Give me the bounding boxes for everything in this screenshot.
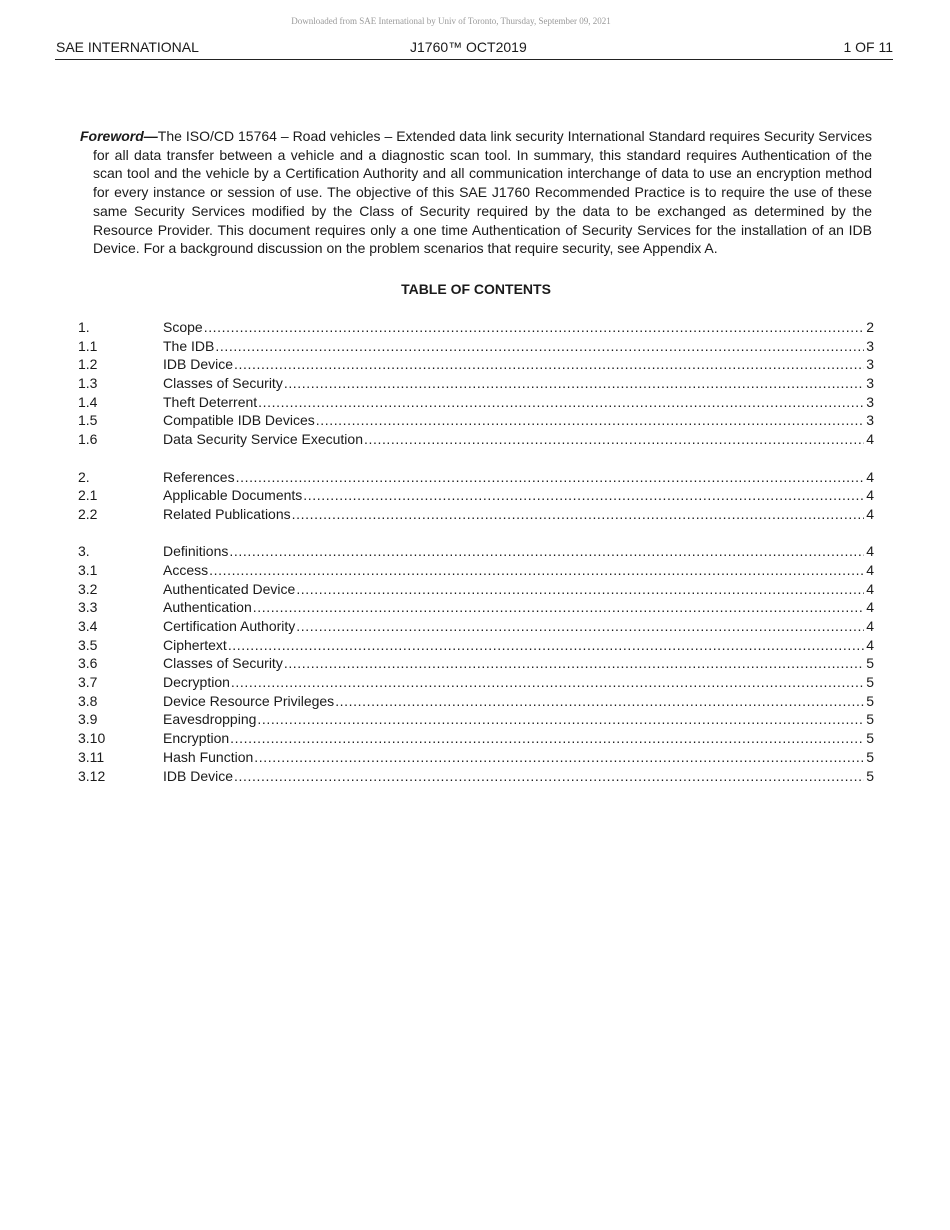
- foreword-lead: Foreword—: [80, 128, 158, 144]
- toc-entry-page: 4: [866, 468, 874, 485]
- toc-entry-title: Data Security Service Execution: [163, 431, 363, 448]
- toc-entry-page: 5: [866, 674, 874, 691]
- toc-entry-page: 5: [866, 730, 874, 747]
- toc-entry-title: IDB Device: [163, 356, 234, 373]
- toc-entry-page: 5: [866, 711, 874, 728]
- toc-entry-number: 2.1: [78, 487, 98, 504]
- toc-entry[interactable]: [78, 337, 874, 356]
- header-page-number: 1 OF 11: [843, 39, 893, 55]
- toc-entry-number: 3.: [78, 543, 90, 560]
- toc-entry[interactable]: [78, 542, 874, 561]
- toc-entry-number: 3.10: [78, 730, 106, 747]
- toc-entry-page: 4: [866, 599, 874, 616]
- toc-entry-number: 3.1: [78, 561, 98, 578]
- toc-entry-page: 4: [866, 580, 874, 597]
- toc-dot-leader: [236, 468, 864, 487]
- toc-dot-leader: [234, 767, 864, 786]
- toc-entry-title: Decryption: [163, 674, 230, 691]
- toc-entry-title: Ciphertext: [163, 636, 227, 653]
- toc-group-spacer: [78, 449, 874, 468]
- toc-entry-page: 5: [866, 655, 874, 672]
- toc-entry-title: Authentication: [163, 599, 252, 616]
- toc-entry-title: Certification Authority: [163, 618, 296, 634]
- toc-entry[interactable]: [78, 729, 874, 748]
- toc-entry-page: 5: [866, 767, 874, 784]
- toc-entry[interactable]: [78, 598, 874, 617]
- foreword-paragraph: [80, 127, 872, 258]
- foreword-text: The ISO/CD 15764 – Road vehicles – Extended data link security International Standard requires Security Services for all data transfer between a vehicle and a diagnostic scan tool. In summary, this standard requires Authentication of the scan tool and the vehicle by a Certification Authority and all communication interchange of data to use an encryption method for every instance or session of use. The objective of this SAE J1760 Recommended Practice is to require the use of these same Security Services modified by the Class of Security required by the data to be exchanged as determined by the Resource Provider. This document requires only a one time Authentication of Security Services for the installation of an IDB Device. For a background discussion on the problem scenarios that require security, see Appendix A.: [93, 128, 872, 257]
- toc-entry-page: 3: [866, 375, 874, 392]
- toc-dot-leader: [257, 710, 864, 729]
- toc-title: TABLE OF CONTENTS: [401, 281, 551, 297]
- toc-entry-number: 3.11: [78, 748, 105, 765]
- toc-entry-number: 2.: [78, 468, 90, 485]
- toc-entry-page: 2: [866, 319, 874, 335]
- toc-entry-title: Access: [163, 561, 209, 578]
- toc-entry-number: 3.5: [78, 636, 98, 653]
- toc-entry-title: Compatible IDB Devices: [163, 412, 315, 429]
- toc-entry[interactable]: [78, 318, 874, 337]
- toc-entry[interactable]: [78, 411, 874, 430]
- toc-entry[interactable]: [78, 505, 874, 524]
- toc-dot-leader: [215, 337, 864, 356]
- toc-entry-title: Device Resource Privileges: [163, 692, 335, 709]
- toc-entry-page: 3: [866, 356, 874, 373]
- toc-entry-title: Scope: [163, 319, 203, 335]
- toc-dot-leader: [209, 561, 864, 580]
- toc-entry[interactable]: [78, 468, 874, 487]
- toc-entry-page: 4: [866, 543, 874, 560]
- toc-entry-title: Classes of Security: [163, 655, 283, 672]
- toc-entry-page: 4: [866, 636, 874, 653]
- toc-dot-leader: [284, 654, 864, 673]
- toc-entry-number: 3.4: [78, 618, 98, 634]
- toc-entry[interactable]: [78, 692, 874, 711]
- toc-entry[interactable]: [78, 710, 874, 729]
- toc-entry-number: 1.6: [78, 431, 98, 448]
- toc-entry-number: 3.3: [78, 599, 98, 616]
- toc-dot-leader: [253, 598, 864, 617]
- toc-entry[interactable]: [78, 561, 874, 580]
- toc-entry[interactable]: [78, 617, 874, 636]
- toc-entry-title: Eavesdropping: [163, 711, 257, 728]
- toc-entry-page: 4: [866, 431, 874, 448]
- toc-entry[interactable]: [78, 355, 874, 374]
- toc-entry-page: 3: [866, 412, 874, 429]
- toc-entry-number: 1.5: [78, 412, 98, 429]
- toc-dot-leader: [364, 430, 864, 449]
- toc-dot-leader: [303, 486, 864, 505]
- toc-entry-title: Applicable Documents: [163, 487, 303, 504]
- toc-entry-title: Encryption: [163, 730, 230, 747]
- toc-entry[interactable]: [78, 486, 874, 505]
- toc-entry-number: 1.4: [78, 393, 98, 410]
- toc-dot-leader: [229, 542, 864, 561]
- toc-dot-leader: [316, 411, 864, 430]
- toc-entry-page: 3: [866, 337, 874, 354]
- table-of-contents: [78, 318, 874, 785]
- toc-dot-leader: [284, 374, 864, 393]
- toc-entry[interactable]: [78, 748, 874, 767]
- toc-entry-number: 1.1: [78, 337, 98, 354]
- toc-dot-leader: [228, 636, 864, 655]
- toc-dot-leader: [204, 318, 864, 337]
- toc-entry-page: 5: [866, 748, 874, 765]
- toc-entry-title: Related Publications: [163, 505, 291, 522]
- toc-entry-number: 3.12: [78, 767, 106, 784]
- toc-entry-number: 1.3: [78, 375, 98, 392]
- toc-entry[interactable]: [78, 430, 874, 449]
- toc-entry-number: 3.9: [78, 711, 98, 728]
- toc-dot-leader: [296, 580, 864, 599]
- toc-entry-title: The IDB: [163, 337, 215, 354]
- toc-dot-leader: [234, 355, 864, 374]
- toc-entry-title: IDB Device: [163, 767, 234, 784]
- toc-dot-leader: [335, 692, 864, 711]
- toc-dot-leader: [231, 673, 864, 692]
- toc-entry-title: Theft Deterrent: [163, 393, 258, 410]
- toc-group-spacer: [78, 524, 874, 543]
- toc-entry[interactable]: [78, 673, 874, 692]
- toc-entry[interactable]: [78, 636, 874, 655]
- toc-entry-page: 4: [866, 487, 874, 504]
- header-organization: SAE INTERNATIONAL: [56, 39, 199, 55]
- toc-entry[interactable]: [78, 767, 874, 786]
- toc-entry-number: 1.2: [78, 356, 98, 373]
- toc-dot-leader: [254, 748, 864, 767]
- toc-entry-title: Authenticated Device: [163, 580, 296, 597]
- toc-entry[interactable]: [78, 393, 874, 412]
- toc-dot-leader: [258, 393, 864, 412]
- toc-entry-title: Hash Function: [163, 748, 254, 765]
- toc-entry[interactable]: [78, 654, 874, 673]
- page-header: [55, 38, 893, 60]
- toc-entry-page: 5: [866, 692, 874, 709]
- toc-dot-leader: [292, 505, 864, 524]
- toc-entry-title: References: [163, 468, 235, 485]
- toc-entry-page: 4: [866, 561, 874, 578]
- toc-entry-number: 1.: [78, 319, 90, 335]
- toc-entry-number: 3.8: [78, 692, 98, 709]
- toc-entry[interactable]: [78, 374, 874, 393]
- toc-dot-leader: [230, 729, 864, 748]
- toc-entry-number: 3.2: [78, 580, 98, 597]
- toc-entry-title: Classes of Security: [163, 375, 283, 392]
- header-document-id: J1760™ OCT2019: [410, 39, 527, 55]
- download-watermark: Downloaded from SAE International by Univ of Toronto, Thursday, September 09, 2021: [291, 16, 611, 26]
- toc-entry-page: 4: [866, 618, 874, 634]
- toc-entry-title: Definitions: [163, 543, 229, 560]
- toc-entry[interactable]: [78, 580, 874, 599]
- toc-entry-number: 3.6: [78, 655, 98, 672]
- toc-entry-page: 3: [866, 393, 874, 410]
- toc-entry-number: 2.2: [78, 505, 98, 522]
- toc-entry-number: 3.7: [78, 674, 98, 691]
- toc-dot-leader: [296, 617, 864, 636]
- toc-entry-page: 4: [866, 505, 874, 522]
